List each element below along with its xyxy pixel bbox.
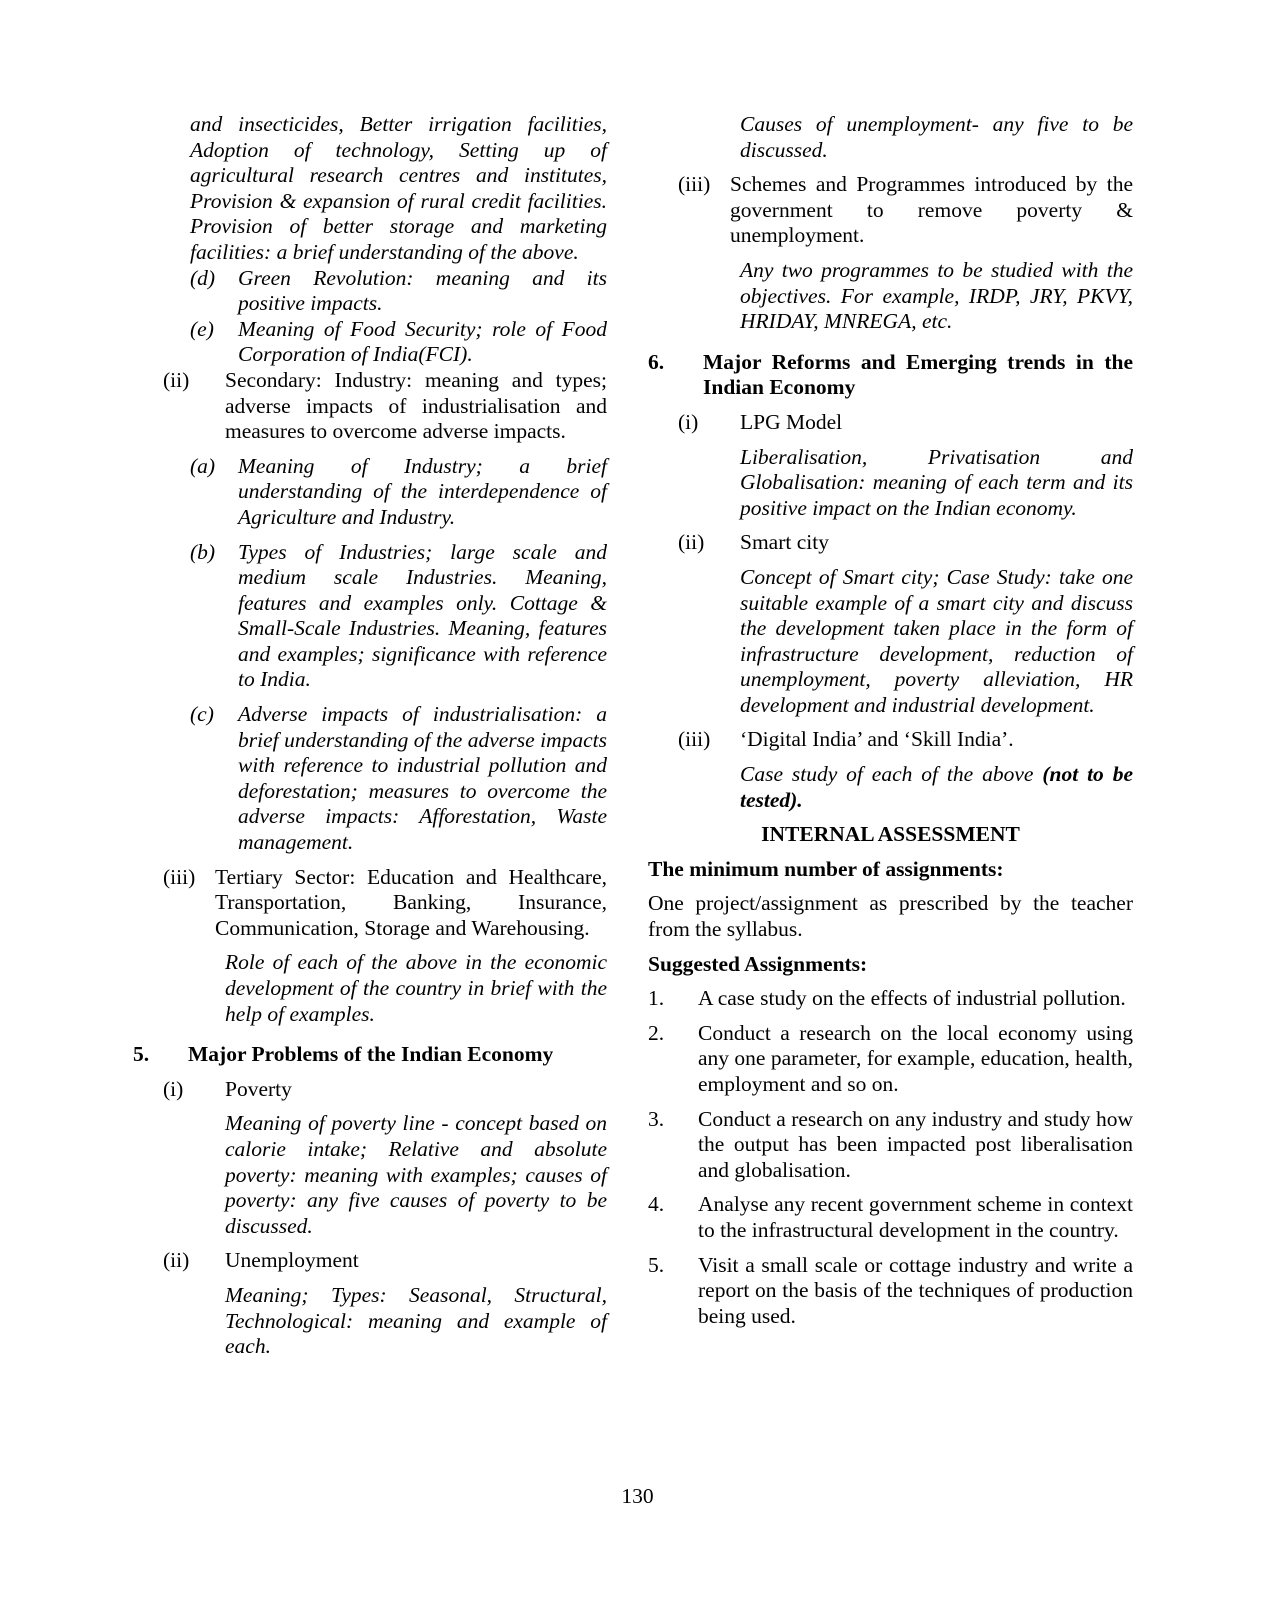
note-tertiary: Role of each of the above in the economic development of the country in brief with the help of examples. xyxy=(225,950,607,1026)
note-digital-india-plain: Case study of each of the above xyxy=(740,762,1043,787)
list-marker-iii-schemes: (iii) xyxy=(678,172,711,197)
list-item-a xyxy=(190,454,607,531)
list-text-i: Poverty xyxy=(225,1076,292,1101)
list-text-a: Meaning of Industry; a brief understanding of the interdependence of Agriculture and Industry. xyxy=(238,453,607,529)
assignment-number: 1. xyxy=(648,986,665,1011)
assignment-item xyxy=(648,1192,1133,1243)
list-text-b: Types of Industries; large scale and medium scale Industries. Meaning, features and examples only. Cottage & Small-Scale Industries. Meaning, features and examples; significance with reference to India. xyxy=(238,539,607,692)
list-text-ii: Secondary: Industry: meaning and types; adverse impacts of industrialisation and measures to overcome adverse impacts. xyxy=(225,367,607,444)
section-number-6: 6. xyxy=(648,349,665,374)
list-marker-e: (e) xyxy=(190,316,214,341)
list-item-c xyxy=(190,702,607,856)
list-marker-ii-smart-city: (ii) xyxy=(678,530,705,555)
assignment-number: 5. xyxy=(648,1252,665,1277)
assignment-text: Conduct a research on any industry and study how the output has been impacted post liberalisation and globalisation. xyxy=(698,1106,1133,1182)
assignment-text: Conduct a research on the local economy using any one parameter, for example, education, health, employment and so on. xyxy=(698,1020,1133,1096)
list-text-iii-digital-india: ‘Digital India’ and ‘Skill India’. xyxy=(740,727,1014,752)
assignment-item xyxy=(648,986,1133,1012)
list-text-iii: Tertiary Sector: Education and Healthcare, Transportation, Banking, Insurance, Communication, Storage and Warehousing. xyxy=(215,864,607,940)
list-text-ii-unemployment: Unemployment xyxy=(225,1248,359,1273)
suggested-assignments-label: Suggested Assignments: xyxy=(648,951,868,976)
section-title-5: Major Problems of the Indian Economy xyxy=(188,1042,554,1067)
note-poverty: Meaning of poverty line - concept based on calorie intake; Relative and absolute poverty: meaning with examples; causes of poverty: any five causes of poverty to be discussed. xyxy=(225,1111,607,1238)
list-marker-iii-digital-india: (iii) xyxy=(678,727,711,752)
internal-assessment-heading: INTERNAL ASSESSMENT xyxy=(761,822,1020,847)
list-item-i-poverty xyxy=(163,1077,607,1103)
list-marker-iii: (iii) xyxy=(163,864,196,889)
minimum-assignments-label: The minimum number of assignments: xyxy=(648,856,1004,881)
list-item-iii-digital-india xyxy=(678,727,1133,753)
list-item-d xyxy=(190,266,607,317)
note-digital-india xyxy=(740,762,1133,813)
note-schemes: Any two programmes to be studied with the objectives. For example, IRDP, JRY, PKVY, HRIDAY, MNREGA, etc. xyxy=(740,257,1133,334)
list-text-e: Meaning of Food Security; role of Food Corporation of India(FCI). xyxy=(238,316,607,367)
list-text-ii-smart-city: Smart city xyxy=(740,530,829,555)
continuation-note: Causes of unemployment- any five to be discussed. xyxy=(740,112,1133,162)
assignment-item xyxy=(648,1253,1133,1330)
list-item-ii-smart-city xyxy=(678,530,1133,556)
list-text-c: Adverse impacts of industrialisation: a brief understanding of the adverse impacts with reference to industrial pollution and deforestation; measures to overcome the adverse impacts: Afforestation, Waste management. xyxy=(238,702,607,855)
list-item-iii-tertiary xyxy=(163,865,607,942)
list-item-e xyxy=(190,317,607,368)
list-marker-i: (i) xyxy=(163,1076,184,1101)
section-title-6: Major Reforms and Emerging trends in the Indian Economy xyxy=(703,349,1133,400)
list-item-ii-unemployment xyxy=(163,1248,607,1274)
assignment-number: 3. xyxy=(648,1106,665,1131)
continuation-paragraph: and insecticides, Better irrigation facilities, Adoption of technology, Setting up of agricultural research centres and institutes, Provision & expansion of rural credit facilities. Provision of better storage and marketing facilities: a brief understanding of the above. xyxy=(190,112,607,264)
assignment-text: A case study on the effects of industrial pollution. xyxy=(698,986,1126,1011)
page-number: 130 xyxy=(621,1484,654,1508)
list-text-iii-schemes: Schemes and Programmes introduced by the government to remove poverty & unemployment. xyxy=(730,172,1133,248)
list-marker-d: (d) xyxy=(190,265,216,290)
section-heading-5 xyxy=(133,1042,607,1068)
left-column xyxy=(133,112,607,1360)
section-heading-6 xyxy=(648,350,1133,401)
assignment-item xyxy=(648,1021,1133,1098)
list-text-i-lpg: LPG Model xyxy=(740,409,843,434)
list-item-ii-secondary xyxy=(163,368,607,445)
assignment-number: 4. xyxy=(648,1192,665,1217)
assignment-text: Visit a small scale or cottage industry and write a report on the basis of the techniques of production being used. xyxy=(698,1252,1133,1328)
note-lpg: Liberalisation, Privatisation and Globalisation: meaning of each term and its positive impact on the Indian economy. xyxy=(740,444,1133,520)
note-smart-city: Concept of Smart city; Case Study: take one suitable example of a smart city and discuss the development taken place in the form of infrastructure development, reduction of unemployment, poverty alleviation, HR development and industrial development. xyxy=(740,564,1133,717)
assignment-item xyxy=(648,1107,1133,1184)
assignment-number: 2. xyxy=(648,1020,665,1045)
right-column xyxy=(648,112,1133,1329)
list-marker-c: (c) xyxy=(190,702,214,727)
list-marker-a: (a) xyxy=(190,453,216,478)
list-marker-ii: (ii) xyxy=(163,367,190,392)
list-marker-ii-unemployment: (ii) xyxy=(163,1248,190,1273)
note-digital-india-bold: (not to be tested). xyxy=(740,762,1133,812)
note-unemployment: Meaning; Types: Seasonal, Structural, Technological: meaning and example of each. xyxy=(225,1282,607,1359)
list-marker-b: (b) xyxy=(190,539,216,564)
list-marker-i-lpg: (i) xyxy=(678,409,699,434)
minimum-assignments-text: One project/assignment as prescribed by the teacher from the syllabus. xyxy=(648,891,1133,942)
assignment-text: Analyse any recent government scheme in context to the infrastructural development in the country. xyxy=(698,1192,1133,1242)
list-item-iii-schemes xyxy=(678,172,1133,249)
list-item-i-lpg xyxy=(678,410,1133,436)
list-item-b xyxy=(190,540,607,694)
section-number-5: 5. xyxy=(133,1042,150,1067)
list-text-d: Green Revolution: meaning and its positive impacts. xyxy=(238,265,607,316)
